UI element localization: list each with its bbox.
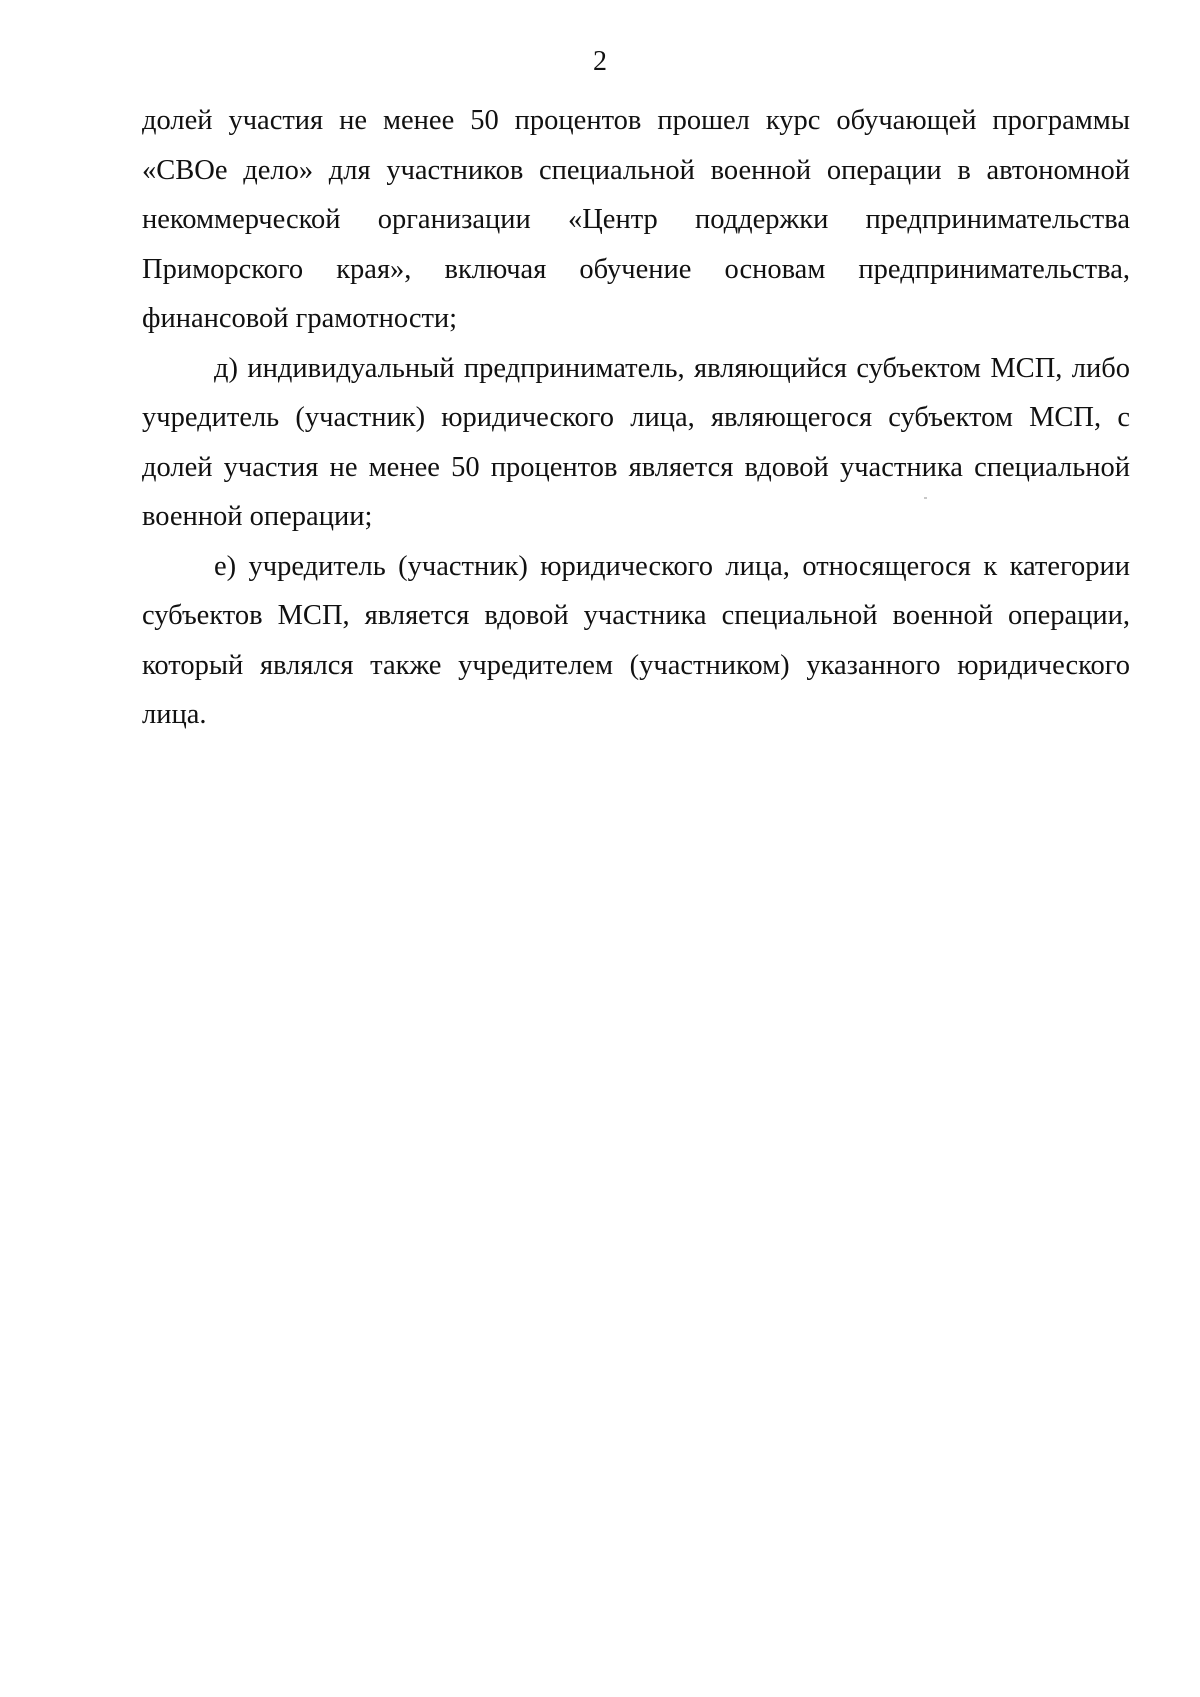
paragraph-item-e: е) учредитель (участник) юридического лица, относящегося к категории субъектов МСП, является вдовой участника специальной военной операции, который являлся также учредителем (участником) указанного юридического лица. [142,550,1130,730]
scan-artifact [924,497,927,499]
page-number: 2 [593,46,607,77]
paragraph-continued: долей участия не менее 50 процентов прошел курс обучающей программы «СВОе дело» для участников специальной военной операции в автономной некоммерческой организации «Центр поддержки предпринимательства Приморского края», включая обучение основам предпринимательства, финансовой грамотности; [142,105,1130,334]
document-body [142,96,1130,740]
paragraph-item-d: д) индивидуальный предприниматель, являющийся субъектом МСП, либо учредитель (участник) юридического лица, являющегося субъектом МСП, с долей участия не менее 50 процентов является вдовой участника специальной военной операции; [142,352,1130,532]
